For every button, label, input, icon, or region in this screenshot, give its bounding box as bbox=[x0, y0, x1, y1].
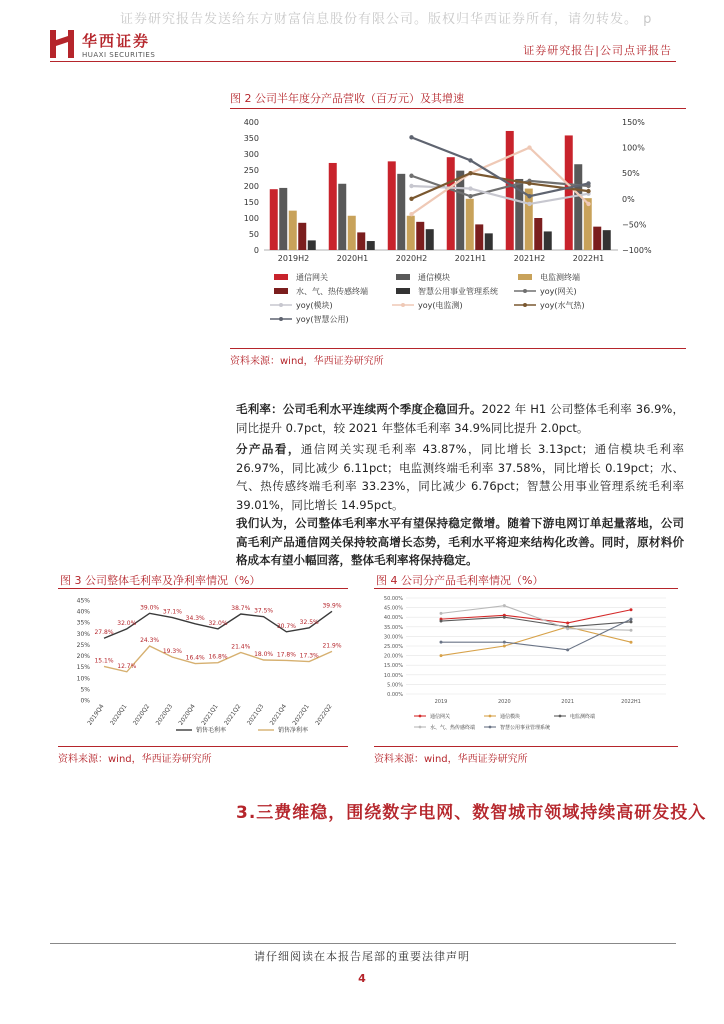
y2-tick-label: 50% bbox=[622, 169, 640, 179]
yoy-point bbox=[527, 202, 531, 206]
y-tick-label: 10% bbox=[76, 675, 90, 683]
x-tick-label: 2020H1 bbox=[336, 254, 369, 263]
legend-marker bbox=[279, 303, 283, 307]
product-margin-point bbox=[440, 654, 443, 657]
y-tick-label: 0 bbox=[253, 246, 259, 255]
legend-marker bbox=[489, 726, 492, 729]
data-label: 12.7% bbox=[117, 662, 137, 670]
product-margin-point bbox=[566, 621, 569, 624]
product-margin-point bbox=[630, 629, 633, 632]
figure2-source: 资料来源：wind，华西证券研究所 bbox=[230, 356, 384, 367]
legend-marker bbox=[523, 289, 527, 293]
legend-label: 通信网关 bbox=[430, 714, 451, 720]
product-margin-point bbox=[630, 620, 633, 623]
data-label: 39.0% bbox=[140, 604, 160, 612]
y-tick-label: 5.00% bbox=[387, 682, 403, 689]
legend-marker bbox=[559, 715, 562, 718]
bar bbox=[308, 240, 316, 250]
legend-marker bbox=[401, 303, 405, 307]
figure3-top-rule bbox=[58, 588, 348, 589]
footer-disclaimer: 请仔细阅读在本报告尾部的重要法律声明 bbox=[254, 950, 470, 963]
figure2-top-rule bbox=[230, 108, 686, 109]
bar bbox=[348, 216, 356, 250]
data-label: 32.5% bbox=[299, 618, 319, 626]
figure2-chart bbox=[228, 112, 688, 344]
y2-tick-label: 150% bbox=[622, 118, 645, 127]
y-tick-label: 150 bbox=[243, 198, 259, 207]
product-margin-line bbox=[441, 627, 631, 656]
page-number: 4 bbox=[358, 972, 366, 985]
y2-tick-label: 100% bbox=[622, 143, 645, 153]
y-tick-label: 45.00% bbox=[383, 605, 403, 612]
bar bbox=[534, 218, 542, 250]
x-tick-label: 2021 bbox=[561, 699, 575, 705]
legend-label: 通信模块 bbox=[500, 714, 521, 720]
bar bbox=[338, 184, 346, 250]
y-tick-label: 300 bbox=[243, 150, 259, 159]
bar bbox=[574, 164, 582, 250]
product-margin-point bbox=[503, 604, 506, 607]
x-tick-label: 2022Q2 bbox=[314, 703, 334, 727]
legend-label: 智慧公用事业管理系统 bbox=[500, 725, 551, 731]
product-margin-point bbox=[503, 645, 506, 648]
figure4-title: 图 4 公司分产品毛利率情况（%） bbox=[376, 574, 544, 587]
y-tick-label: 20% bbox=[76, 653, 90, 661]
x-tick-label: 2019Q4 bbox=[86, 703, 106, 727]
bar bbox=[544, 231, 552, 250]
bar bbox=[357, 232, 365, 250]
x-tick-label: 2021Q4 bbox=[268, 703, 289, 727]
x-tick-label: 2021H2 bbox=[513, 254, 546, 263]
legend-marker bbox=[489, 715, 492, 718]
x-tick-label: 2020Q4 bbox=[177, 703, 197, 727]
y-tick-label: 0% bbox=[80, 697, 90, 705]
footer-divider bbox=[50, 943, 676, 944]
x-tick-label: 2020Q3 bbox=[154, 703, 175, 727]
section-heading: 3.三费维稳，围绕数字电网、数智城市领域持续高研发投入 bbox=[236, 803, 707, 823]
x-tick-label: 2020Q2 bbox=[131, 703, 152, 727]
yoy-point bbox=[586, 189, 590, 193]
x-tick-label: 2020Q1 bbox=[109, 703, 129, 727]
data-label: 16.4% bbox=[185, 654, 205, 662]
paragraph-outlook bbox=[236, 514, 684, 570]
logo-english-name: HUAXI SECURITIES bbox=[82, 51, 156, 59]
data-label: 32.0% bbox=[117, 619, 137, 627]
yoy-point bbox=[586, 181, 590, 185]
yoy-point bbox=[409, 212, 413, 216]
figure3-title: 图 3 公司整体毛利率及净利率情况（%） bbox=[60, 574, 261, 587]
yoy-point bbox=[409, 174, 413, 178]
legend-marker bbox=[279, 317, 283, 321]
legend-label: 销售净利率 bbox=[278, 727, 309, 734]
logo-chinese-name: 华西证券 bbox=[82, 32, 151, 50]
product-margin-point bbox=[630, 641, 633, 644]
bar bbox=[416, 222, 424, 250]
figure3-bottom-rule bbox=[58, 746, 348, 747]
x-tick-label: 2022Q1 bbox=[291, 703, 311, 727]
yoy-point bbox=[468, 186, 472, 190]
legend-label: 通信模块 bbox=[418, 273, 450, 282]
legend-marker bbox=[419, 715, 422, 718]
y2-tick-label: 0% bbox=[622, 194, 635, 204]
data-label: 21.4% bbox=[231, 643, 251, 651]
paragraph-by-product-body: 通信网关实现毛利率 43.87%，同比增长 3.13pct；通信模块毛利率 26.97%，同比减少 6.11pct；电监测终端毛利率 37.58%，同比增长 0.19pct；水、气、热传感终端毛利率 33.23%，同比减少 6.76pct；智慧公用事业管理系统毛利率 39.01%，同比增长 14.95pct。 bbox=[236, 442, 684, 512]
y-tick-label: 10.00% bbox=[383, 672, 403, 679]
y-tick-label: 30.00% bbox=[383, 634, 403, 641]
y-tick-label: 20.00% bbox=[383, 653, 403, 660]
data-label: 15.1% bbox=[94, 657, 114, 665]
y-tick-label: 45% bbox=[76, 597, 90, 605]
legend-label: 电监测终端 bbox=[570, 714, 596, 720]
product-margin-point bbox=[630, 608, 633, 611]
yoy-point bbox=[586, 202, 590, 206]
y-tick-label: 35.00% bbox=[383, 624, 403, 631]
x-tick-label: 2021Q2 bbox=[223, 703, 243, 727]
bar bbox=[426, 229, 434, 250]
legend-label: 通信网关 bbox=[296, 273, 328, 282]
legend-swatch bbox=[518, 274, 532, 280]
paragraph-outlook-body: 我们认为，公司整体毛利率水平有望保持稳定微增。随着下游电网订单起量落地，公司高毛利产品通信网关保持较高增长态势，毛利水平将迎来结构化改善。同时，原材料价格成本有望小幅回落，整体毛利率将保持稳定。 bbox=[236, 516, 684, 567]
bar bbox=[270, 189, 278, 250]
y-tick-label: 50.00% bbox=[383, 596, 403, 602]
yoy-point bbox=[527, 181, 531, 185]
bar bbox=[593, 227, 601, 250]
legend-swatch bbox=[274, 274, 288, 280]
y-tick-label: 400 bbox=[243, 118, 259, 127]
yoy-point bbox=[409, 135, 413, 139]
y-tick-label: 25% bbox=[76, 641, 90, 649]
figure2-bottom-rule bbox=[230, 348, 686, 349]
legend-swatch bbox=[396, 274, 410, 280]
bar bbox=[329, 163, 337, 250]
data-label: 18.0% bbox=[254, 651, 274, 658]
data-label: 37.1% bbox=[162, 608, 182, 616]
y2-tick-label: −100% bbox=[622, 246, 652, 255]
figure4-bottom-rule bbox=[374, 746, 678, 747]
y-tick-label: 40% bbox=[76, 608, 90, 616]
y2-tick-label: −50% bbox=[622, 220, 647, 230]
y-tick-label: 250 bbox=[243, 166, 259, 175]
figure3-chart bbox=[58, 592, 350, 744]
yoy-point bbox=[527, 145, 531, 149]
data-label: 24.3% bbox=[140, 637, 160, 644]
paragraph-gross-margin bbox=[236, 400, 684, 437]
x-tick-label: 2021H1 bbox=[454, 254, 487, 263]
figure3-source: 资料来源：wind，华西证券研究所 bbox=[58, 754, 212, 765]
yoy-point bbox=[468, 171, 472, 175]
data-label: 17.3% bbox=[299, 652, 319, 660]
legend-swatch bbox=[396, 288, 410, 294]
data-label: 21.9% bbox=[322, 642, 342, 650]
data-label: 16.8% bbox=[208, 653, 228, 661]
figure2-title: 图 2 公司半年度分产品营收（百万元）及其增速 bbox=[230, 92, 464, 105]
figure4-chart bbox=[374, 592, 678, 744]
data-label: 37.5% bbox=[254, 607, 274, 615]
watermark: 证券研究报告发送给东方财富信息股份有限公司。版权归华西证券所有，请勿转发。 p bbox=[120, 12, 653, 27]
x-tick-label: 2020 bbox=[497, 699, 511, 705]
bar bbox=[447, 157, 455, 250]
paragraph-gross-margin-lead: 毛利率：公司毛利水平连续两个季度企稳回升。 bbox=[236, 402, 482, 416]
data-label: 27.8% bbox=[94, 629, 114, 637]
y-tick-label: 25.00% bbox=[383, 644, 403, 650]
product-margin-point bbox=[566, 648, 569, 651]
y-tick-label: 50 bbox=[248, 230, 259, 239]
x-tick-label: 2021Q1 bbox=[200, 703, 220, 727]
figure4-source: 资料来源：wind，华西证券研究所 bbox=[374, 754, 528, 765]
legend-swatch bbox=[274, 288, 288, 294]
product-margin-point bbox=[440, 620, 443, 623]
data-label: 17.8% bbox=[276, 651, 296, 659]
x-tick-label: 2022H1 bbox=[621, 699, 641, 705]
x-tick-label: 2019 bbox=[434, 699, 448, 705]
bar bbox=[565, 135, 573, 250]
data-label: 19.3% bbox=[162, 648, 182, 656]
bar bbox=[407, 216, 415, 250]
paragraph-by-product bbox=[236, 440, 684, 514]
legend-label: 水、气、热传感终端 bbox=[296, 287, 368, 296]
legend-label: 电监测终端 bbox=[540, 273, 580, 282]
bar bbox=[367, 241, 375, 250]
yoy-point bbox=[409, 184, 413, 188]
legend-label: yoy(模块) bbox=[296, 301, 333, 310]
x-tick-label: 2022H1 bbox=[572, 254, 605, 263]
huaxi-logo-icon bbox=[50, 28, 74, 60]
data-label: 34.3% bbox=[185, 614, 205, 622]
legend-marker bbox=[419, 726, 422, 729]
bar bbox=[506, 131, 514, 250]
legend-marker bbox=[523, 303, 527, 307]
data-label: 39.9% bbox=[322, 602, 342, 610]
x-tick-label: 2020H2 bbox=[395, 254, 428, 263]
bar bbox=[475, 224, 483, 250]
product-margin-point bbox=[630, 618, 633, 621]
yoy-point bbox=[527, 194, 531, 198]
bar bbox=[397, 174, 405, 250]
bar bbox=[603, 230, 611, 250]
bar bbox=[279, 188, 287, 250]
yoy-point bbox=[409, 197, 413, 201]
report-type: 证券研究报告|公司点评报告 bbox=[523, 44, 672, 57]
header-divider bbox=[50, 61, 676, 62]
y-tick-label: 350 bbox=[243, 134, 259, 143]
legend-label: 智慧公用事业管理系统 bbox=[418, 287, 498, 296]
bar bbox=[289, 211, 297, 250]
bar bbox=[388, 161, 396, 250]
legend-label: yoy(电监测) bbox=[418, 301, 463, 310]
legend-label: yoy(网关) bbox=[540, 287, 577, 296]
product-margin-point bbox=[503, 616, 506, 619]
product-margin-line bbox=[441, 610, 631, 623]
product-margin-point bbox=[566, 627, 569, 630]
y-tick-label: 0.00% bbox=[387, 692, 403, 698]
product-margin-point bbox=[440, 641, 443, 644]
bar bbox=[466, 199, 474, 250]
yoy-point bbox=[468, 158, 472, 162]
data-label: 30.7% bbox=[276, 622, 296, 630]
legend-label: yoy(智慧公用) bbox=[296, 315, 349, 324]
legend-label: yoy(水气热) bbox=[540, 301, 585, 310]
yoy-point bbox=[468, 194, 472, 198]
y-tick-label: 200 bbox=[243, 182, 259, 191]
y-tick-label: 5% bbox=[80, 686, 90, 694]
product-margin-point bbox=[503, 641, 506, 644]
product-margin-point bbox=[440, 612, 443, 615]
figure4-top-rule bbox=[374, 588, 678, 589]
bar bbox=[485, 233, 493, 250]
y-tick-label: 40.00% bbox=[383, 615, 403, 622]
paragraph-by-product-lead: 分产品看， bbox=[236, 442, 301, 456]
y-tick-label: 15% bbox=[76, 664, 90, 672]
y-tick-label: 15.00% bbox=[383, 663, 403, 670]
bar bbox=[298, 223, 306, 250]
x-tick-label: 2019H2 bbox=[277, 254, 310, 263]
y-tick-label: 35% bbox=[76, 619, 90, 627]
legend-label: 水、气、热传感终端 bbox=[430, 725, 476, 731]
legend-label: 销售毛利率 bbox=[196, 727, 227, 734]
data-label: 32.0% bbox=[208, 619, 228, 627]
yoy-line bbox=[412, 148, 589, 215]
paragraph-gross-margin-body: 2022 年 H1 公司整体毛利率 36.9%，同比提升 0.7pct，较 2021 年整体毛利率 34.9%同比提升 2.0pct。 bbox=[236, 402, 685, 435]
data-label: 38.7% bbox=[231, 605, 251, 612]
x-tick-label: 2021Q3 bbox=[245, 703, 266, 727]
y-tick-label: 30% bbox=[76, 630, 90, 638]
y-tick-label: 100 bbox=[243, 214, 259, 223]
